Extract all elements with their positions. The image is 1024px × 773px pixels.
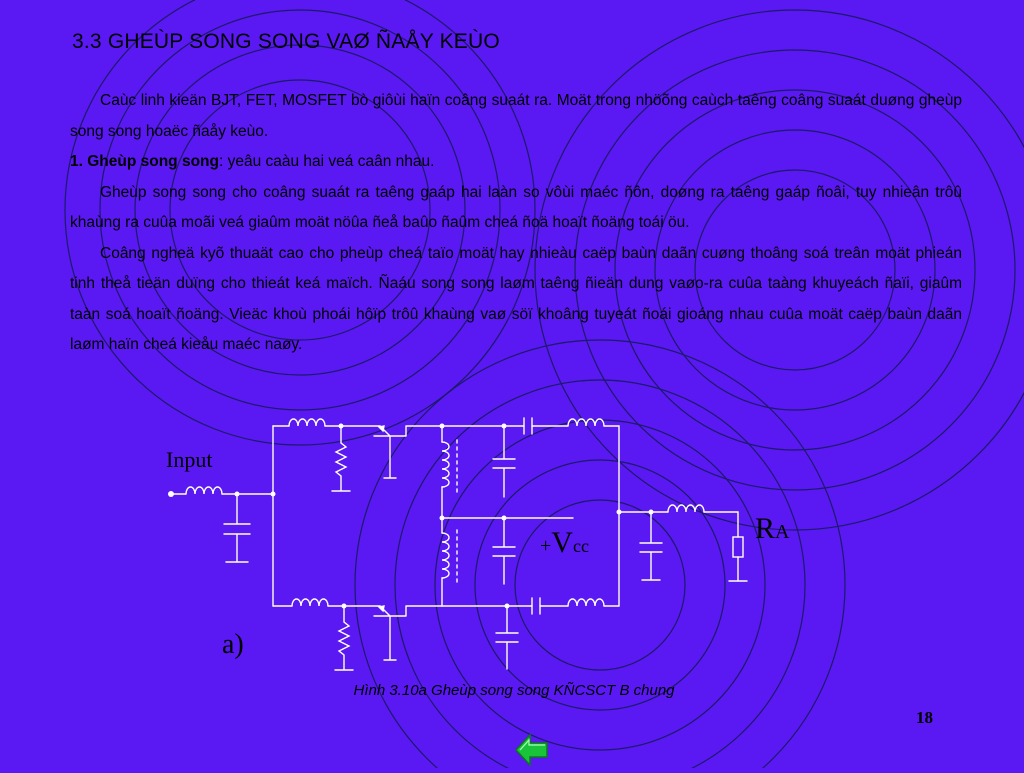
paragraph-intro: Caùc linh kieän BJT, FET, MOSFET bò giôùi haïn coâng suaát ra. Moät trong nhöõng caùch taêng coâng suaát duøng gheùp song song hoaëc ñaåy keùo. bbox=[70, 92, 962, 140]
lower-transistor bbox=[374, 606, 442, 660]
vcc-main: V bbox=[551, 526, 573, 559]
paragraph-technology: Coâng ngheä kyõ thuaät cao cho pheùp cheá taïo moät hay nhieàu caëp baùn daãn cuøng thoâng soá treân moät phieán tinh theå tieän duïng cho thieát keá maïch. Ñaáu song song laøm taêng ñieän dung vaøo-ra cuûa taàng khuyeách ñaïi, giaûm taàn soá hoaït ñoäng. Vieäc khoù phoái hôïp trôû khaùng vaø söï khoâng tuyeát ñoái gioáng nhau cuûa moät caëp baùn daãn laøm haïn cheá kieåu maéc naøy. bbox=[70, 244, 962, 353]
green-left-arrow-icon bbox=[514, 732, 550, 768]
figure-caption: Hình 3.10a Gheùp song song KÑCSCT B chung bbox=[353, 682, 675, 699]
vcc-label bbox=[540, 526, 589, 560]
upper-output-coil bbox=[442, 442, 449, 487]
load-subscript: A bbox=[775, 521, 790, 543]
lower-input-inductor bbox=[292, 599, 328, 606]
input-shunt-capacitor bbox=[224, 494, 250, 562]
vcc-subscript: cc bbox=[572, 536, 589, 556]
vcc-decoupling-capacitor bbox=[493, 518, 515, 584]
section-heading-bold: 1. Gheùp song song bbox=[70, 153, 219, 170]
lower-bias-resistor bbox=[335, 606, 353, 670]
lower-shunt-capacitor bbox=[496, 606, 518, 669]
load-resistor bbox=[733, 537, 743, 557]
output-inductor bbox=[668, 505, 704, 512]
paragraph-parallel: Gheùp song song cho coâng suaát ra taêng gaáp hai laàn so vôùi maéc ñôn, doøng ra taêng gaáp ñoâi, tuy nhieân trôû khaùng ra cuûa moãi veá giaûm moät nöûa ñeå baûo ñaûm cheá ñoä hoaït ñoäng toái öu. bbox=[70, 183, 962, 231]
upper-bias-resistor bbox=[332, 426, 350, 491]
lower-output-inductor bbox=[568, 599, 604, 606]
output-shunt-capacitor bbox=[640, 512, 662, 580]
lower-output-coil bbox=[442, 533, 449, 578]
lower-coupling-capacitor bbox=[532, 598, 540, 614]
upper-shunt-capacitor bbox=[493, 426, 515, 497]
load-label bbox=[755, 512, 789, 546]
load-main: R bbox=[755, 512, 776, 545]
slide-title: 3.3 GHEÙP SONG SONG VAØ ÑAÅY KEÙO bbox=[72, 30, 500, 53]
input-label: Input bbox=[166, 447, 213, 472]
vcc-plus: + bbox=[540, 535, 552, 557]
figure-tag: a) bbox=[222, 629, 244, 660]
page-number: 18 bbox=[916, 708, 933, 727]
upper-coupling-capacitor bbox=[524, 418, 532, 434]
upper-input-inductor bbox=[289, 419, 325, 426]
upper-transistor bbox=[374, 426, 442, 478]
input-inductor bbox=[186, 487, 222, 494]
section-heading-rest: : yeâu caàu hai veá caân nhau. bbox=[218, 153, 435, 170]
upper-output-inductor bbox=[568, 419, 604, 426]
back-button[interactable] bbox=[514, 732, 550, 773]
